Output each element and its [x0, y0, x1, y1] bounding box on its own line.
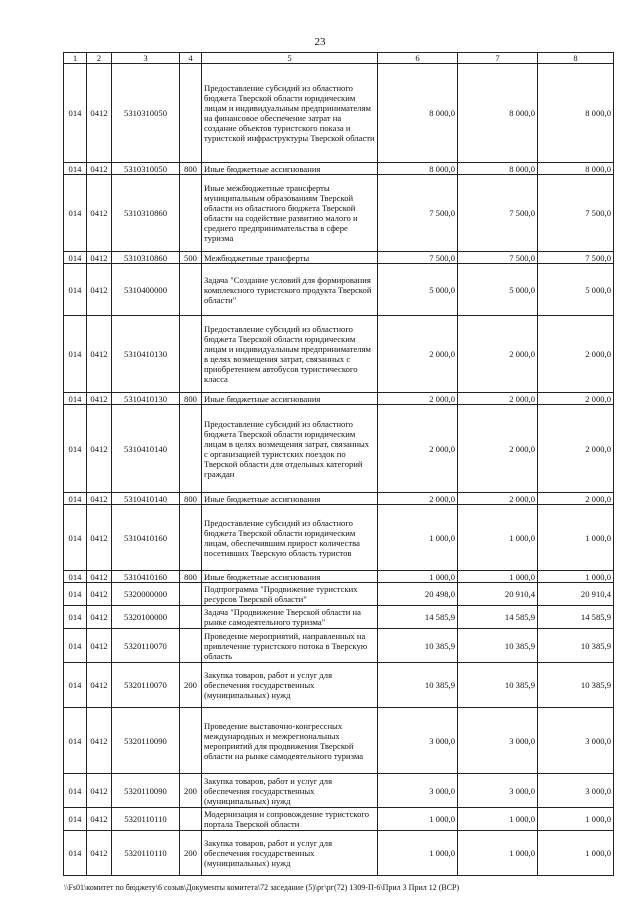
code-target-cell: 5320110070: [112, 663, 180, 708]
amount-year2-cell: 7 500,0: [458, 175, 538, 252]
description-cell: Иные межбюджетные трансферты муниципальным образованиям Тверской области из областного бюджета Тверской области на содействие развитию малого и среднего предпринимательства в сфере туризма: [202, 175, 378, 252]
amount-year1-cell: 7 500,0: [378, 252, 458, 264]
code-target-cell: 5310310860: [112, 175, 180, 252]
description-cell: Подпрограмма "Продвижение туристских ресурсов Тверской области": [202, 583, 378, 606]
code-section-cell: 0412: [87, 393, 112, 405]
code-expense-type-cell: [180, 505, 202, 571]
code-admin-cell: 014: [64, 316, 87, 393]
code-admin-cell: 014: [64, 808, 87, 831]
code-target-cell: 5310410160: [112, 571, 180, 583]
code-section-cell: 0412: [87, 571, 112, 583]
table-row: [64, 163, 614, 175]
code-section-cell: 0412: [87, 264, 112, 316]
code-expense-type-cell: 800: [180, 493, 202, 505]
code-admin-cell: 014: [64, 774, 87, 808]
description-cell: Проведение мероприятий, направленных на привлечение туристского потока в Тверскую область: [202, 629, 378, 663]
amount-year2-cell: 10 385,9: [458, 663, 538, 708]
code-section-cell: 0412: [87, 163, 112, 175]
amount-year2-cell: 1 000,0: [458, 505, 538, 571]
code-target-cell: 5310410130: [112, 393, 180, 405]
code-target-cell: 5320110070: [112, 629, 180, 663]
table-row: [64, 808, 614, 831]
table-row: [64, 505, 614, 571]
description-cell: Проведение выставочно-конгрессных международных и межрегиональных мероприятий для продвижения Тверской области на рынке самодеятельного туризма: [202, 708, 378, 774]
description-cell: Закупка товаров, работ и услуг для обеспечения государственных (муниципальных) нужд: [202, 663, 378, 708]
amount-year2-cell: 2 000,0: [458, 393, 538, 405]
code-admin-cell: 014: [64, 571, 87, 583]
amount-year2-cell: 2 000,0: [458, 316, 538, 393]
amount-year2-cell: 7 500,0: [458, 252, 538, 264]
code-expense-type-cell: [180, 606, 202, 629]
code-section-cell: 0412: [87, 629, 112, 663]
code-section-cell: 0412: [87, 64, 112, 163]
header-row: [64, 53, 614, 64]
table-row: [64, 264, 614, 316]
amount-year1-cell: 2 000,0: [378, 405, 458, 493]
amount-year1-cell: 2 000,0: [378, 316, 458, 393]
amount-year1-cell: 8 000,0: [378, 64, 458, 163]
amount-year3-cell: 1 000,0: [538, 831, 614, 876]
amount-year3-cell: 3 000,0: [538, 774, 614, 808]
amount-year3-cell: 10 385,9: [538, 629, 614, 663]
code-expense-type-cell: 200: [180, 774, 202, 808]
header-cell: 2: [87, 53, 112, 64]
amount-year1-cell: 1 000,0: [378, 571, 458, 583]
amount-year2-cell: 5 000,0: [458, 264, 538, 316]
description-cell: Закупка товаров, работ и услуг для обеспечения государственных (муниципальных) нужд: [202, 831, 378, 876]
code-target-cell: 5310310050: [112, 64, 180, 163]
amount-year1-cell: 1 000,0: [378, 808, 458, 831]
code-target-cell: 5310400000: [112, 264, 180, 316]
amount-year2-cell: 1 000,0: [458, 831, 538, 876]
code-section-cell: 0412: [87, 252, 112, 264]
amount-year3-cell: 1 000,0: [538, 808, 614, 831]
code-expense-type-cell: [180, 316, 202, 393]
table-row: [64, 583, 614, 606]
description-cell: Предоставление субсидий из областного бюджета Тверской области юридическим лицам и индивидуальным предпринимателям на финансовое обеспечение затрат на создание объектов туристского показа и туристской инфраструктуры Тверской области: [202, 64, 378, 163]
amount-year3-cell: 8 000,0: [538, 64, 614, 163]
header-cell: 8: [538, 53, 614, 64]
amount-year1-cell: 3 000,0: [378, 774, 458, 808]
amount-year1-cell: 7 500,0: [378, 175, 458, 252]
code-admin-cell: 014: [64, 163, 87, 175]
code-target-cell: 5310410140: [112, 493, 180, 505]
table-row: [64, 663, 614, 708]
code-admin-cell: 014: [64, 505, 87, 571]
amount-year2-cell: 20 910,4: [458, 583, 538, 606]
code-admin-cell: 014: [64, 493, 87, 505]
code-target-cell: 5320110110: [112, 831, 180, 876]
amount-year3-cell: 2 000,0: [538, 405, 614, 493]
code-admin-cell: 014: [64, 606, 87, 629]
table-row: [64, 831, 614, 876]
code-target-cell: 5310310050: [112, 163, 180, 175]
code-expense-type-cell: 800: [180, 163, 202, 175]
amount-year2-cell: 14 585,9: [458, 606, 538, 629]
table-row: [64, 774, 614, 808]
amount-year3-cell: 1 000,0: [538, 505, 614, 571]
budget-table: [63, 52, 614, 876]
table-row: [64, 708, 614, 774]
header-cell: 4: [180, 53, 202, 64]
description-cell: Задача "Продвижение Тверской области на рынке самодеятельного туризма": [202, 606, 378, 629]
code-expense-type-cell: 200: [180, 663, 202, 708]
code-expense-type-cell: [180, 64, 202, 163]
header-cell: 3: [112, 53, 180, 64]
code-admin-cell: 014: [64, 708, 87, 774]
description-cell: Межбюджетные трансферты: [202, 252, 378, 264]
code-section-cell: 0412: [87, 505, 112, 571]
amount-year3-cell: 2 000,0: [538, 316, 614, 393]
table-row: [64, 571, 614, 583]
table-row: [64, 405, 614, 493]
code-admin-cell: 014: [64, 175, 87, 252]
code-expense-type-cell: [180, 264, 202, 316]
code-expense-type-cell: 200: [180, 831, 202, 876]
page-number: 23: [314, 36, 326, 48]
code-target-cell: 5320110090: [112, 708, 180, 774]
header-cell: 1: [64, 53, 87, 64]
code-admin-cell: 014: [64, 629, 87, 663]
amount-year3-cell: 1 000,0: [538, 571, 614, 583]
amount-year3-cell: 2 000,0: [538, 393, 614, 405]
code-section-cell: 0412: [87, 405, 112, 493]
code-expense-type-cell: [180, 629, 202, 663]
description-cell: Иные бюджетные ассигнования: [202, 571, 378, 583]
amount-year2-cell: 1 000,0: [458, 571, 538, 583]
code-expense-type-cell: 800: [180, 393, 202, 405]
code-section-cell: 0412: [87, 583, 112, 606]
file-path-footer: \\Fs01\комитет по бюджету\6 созыв\Документы комитета\72 заседание (5)\рг\рг(72) 1309-П-6\Прил 3 Прил 12 (ВСР): [64, 883, 460, 892]
code-expense-type-cell: [180, 708, 202, 774]
description-cell: Предоставление субсидий из областного бюджета Тверской области юридическим лицам, обеспечившим прирост количества посетивших Тверскую область туристов: [202, 505, 378, 571]
table-row: [64, 493, 614, 505]
amount-year3-cell: 14 585,9: [538, 606, 614, 629]
code-target-cell: 5320100000: [112, 606, 180, 629]
amount-year1-cell: 2 000,0: [378, 393, 458, 405]
code-section-cell: 0412: [87, 774, 112, 808]
code-expense-type-cell: [180, 808, 202, 831]
amount-year1-cell: 14 585,9: [378, 606, 458, 629]
amount-year1-cell: 10 385,9: [378, 663, 458, 708]
code-expense-type-cell: [180, 405, 202, 493]
amount-year2-cell: 2 000,0: [458, 405, 538, 493]
table-row: [64, 175, 614, 252]
table-row: [64, 316, 614, 393]
amount-year1-cell: 5 000,0: [378, 264, 458, 316]
code-section-cell: 0412: [87, 663, 112, 708]
description-cell: Иные бюджетные ассигнования: [202, 163, 378, 175]
amount-year2-cell: 3 000,0: [458, 708, 538, 774]
amount-year1-cell: 20 498,0: [378, 583, 458, 606]
code-admin-cell: 014: [64, 393, 87, 405]
amount-year3-cell: 7 500,0: [538, 175, 614, 252]
table-row: [64, 629, 614, 663]
amount-year1-cell: 1 000,0: [378, 831, 458, 876]
description-cell: Задача "Создание условий для формирования комплексного туристского продукта Тверской области": [202, 264, 378, 316]
code-section-cell: 0412: [87, 175, 112, 252]
code-expense-type-cell: 500: [180, 252, 202, 264]
amount-year1-cell: 1 000,0: [378, 505, 458, 571]
code-section-cell: 0412: [87, 708, 112, 774]
code-section-cell: 0412: [87, 808, 112, 831]
amount-year3-cell: 10 385,9: [538, 663, 614, 708]
code-expense-type-cell: [180, 583, 202, 606]
amount-year1-cell: 8 000,0: [378, 163, 458, 175]
amount-year2-cell: 3 000,0: [458, 774, 538, 808]
amount-year3-cell: 5 000,0: [538, 264, 614, 316]
header-cell: 7: [458, 53, 538, 64]
code-expense-type-cell: 800: [180, 571, 202, 583]
table-row: [64, 252, 614, 264]
amount-year2-cell: 2 000,0: [458, 493, 538, 505]
header-cell: 5: [202, 53, 378, 64]
code-target-cell: 5310310860: [112, 252, 180, 264]
amount-year3-cell: 8 000,0: [538, 163, 614, 175]
code-target-cell: 5310410140: [112, 405, 180, 493]
header-cell: 6: [378, 53, 458, 64]
amount-year1-cell: 10 385,9: [378, 629, 458, 663]
code-admin-cell: 014: [64, 405, 87, 493]
code-target-cell: 5320110090: [112, 774, 180, 808]
amount-year3-cell: 3 000,0: [538, 708, 614, 774]
table-row: [64, 64, 614, 163]
code-admin-cell: 014: [64, 264, 87, 316]
description-cell: Иные бюджетные ассигнования: [202, 493, 378, 505]
code-section-cell: 0412: [87, 316, 112, 393]
amount-year1-cell: 3 000,0: [378, 708, 458, 774]
code-admin-cell: 014: [64, 64, 87, 163]
amount-year3-cell: 20 910,4: [538, 583, 614, 606]
code-target-cell: 5310410130: [112, 316, 180, 393]
code-target-cell: 5310410160: [112, 505, 180, 571]
amount-year2-cell: 8 000,0: [458, 64, 538, 163]
code-admin-cell: 014: [64, 252, 87, 264]
code-admin-cell: 014: [64, 831, 87, 876]
description-cell: Предоставление субсидий из областного бюджета Тверской области юридическим лицам в целях возмещения затрат, связанных с организацией туристских поездок по Тверской области для отдельных категорий граждан: [202, 405, 378, 493]
amount-year2-cell: 8 000,0: [458, 163, 538, 175]
code-target-cell: 5320110110: [112, 808, 180, 831]
amount-year2-cell: 10 385,9: [458, 629, 538, 663]
description-cell: Предоставление субсидий из областного бюджета Тверской области юридическим лицам и индивидуальным предпринимателям в целях возмещения затрат, связанных с приобретением автобусов туристического класса: [202, 316, 378, 393]
amount-year3-cell: 2 000,0: [538, 493, 614, 505]
code-section-cell: 0412: [87, 493, 112, 505]
amount-year3-cell: 7 500,0: [538, 252, 614, 264]
description-cell: Закупка товаров, работ и услуг для обеспечения государственных (муниципальных) нужд: [202, 774, 378, 808]
code-admin-cell: 014: [64, 583, 87, 606]
code-section-cell: 0412: [87, 831, 112, 876]
table-body: [64, 53, 614, 876]
description-cell: Модернизация и сопровождение туристского портала Тверской области: [202, 808, 378, 831]
table-row: [64, 393, 614, 405]
description-cell: Иные бюджетные ассигнования: [202, 393, 378, 405]
code-target-cell: 5320000000: [112, 583, 180, 606]
code-expense-type-cell: [180, 175, 202, 252]
code-section-cell: 0412: [87, 606, 112, 629]
code-admin-cell: 014: [64, 663, 87, 708]
amount-year1-cell: 2 000,0: [378, 493, 458, 505]
table-row: [64, 606, 614, 629]
amount-year2-cell: 1 000,0: [458, 808, 538, 831]
